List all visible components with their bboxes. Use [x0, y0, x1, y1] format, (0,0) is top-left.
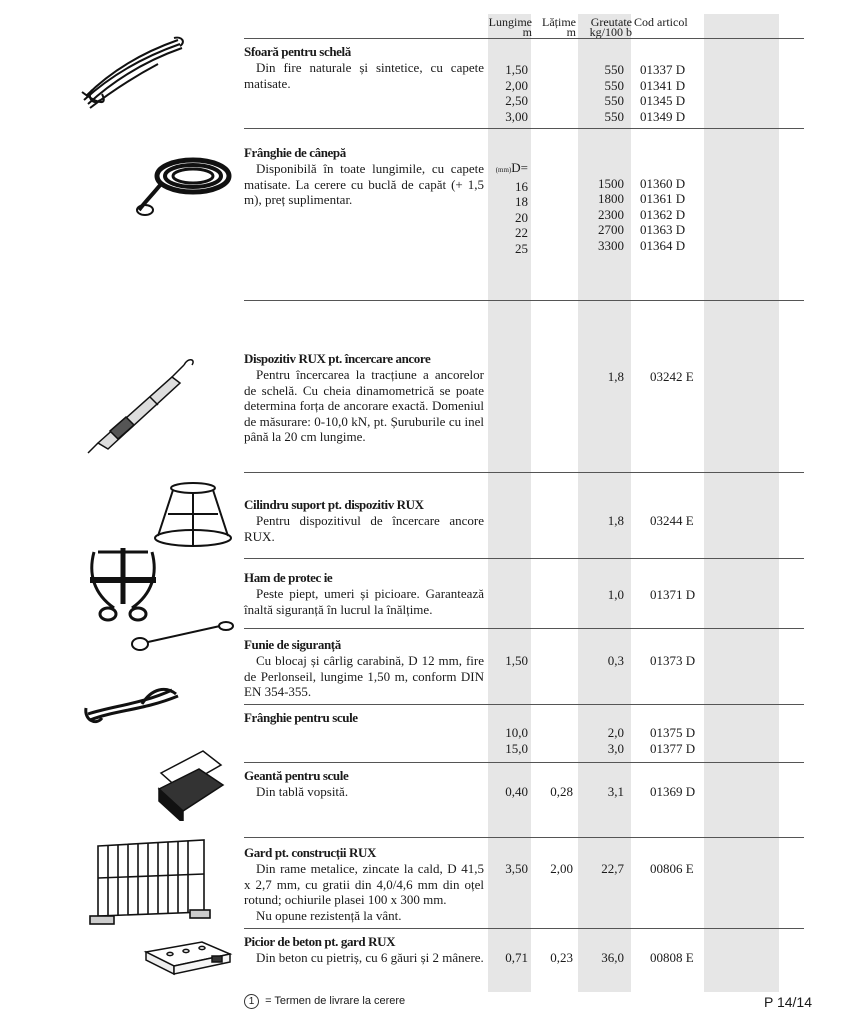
row-rule [244, 300, 804, 301]
cod-values: 03244 E [650, 513, 694, 528]
product-title: Geantă pentru scule [244, 768, 349, 783]
cod-values: 01337 D 01341 D 01345 D 01349 D [640, 62, 686, 124]
product-title: Funie de siguranță [244, 637, 341, 652]
row-rule [244, 558, 804, 559]
hemp-rope-coil-illustration [135, 150, 235, 220]
greutate-values: 0,3 [607, 653, 624, 668]
note-text: = Termen de livrare la cerere [265, 995, 406, 1007]
product-description: Peste piept, umeri și picioare. Garantează înaltă siguranță în lucrul la înălțime. [244, 586, 484, 617]
cod-values: 00808 E [650, 950, 694, 965]
row-rule [244, 837, 804, 838]
row-rule [244, 762, 804, 763]
product-title: Frânghie pentru scule [244, 710, 358, 725]
header-greutate: Greutate kg/100 b [589, 15, 632, 39]
cod-values: 01375 D 01377 D [650, 725, 696, 756]
product-title: Gard pt. construcții RUX [244, 845, 376, 860]
header-rule [244, 38, 804, 39]
product-title: Dispozitiv RUX pt. încercare ancore [244, 351, 431, 366]
product-title: Sfoară pentru schelă [244, 44, 351, 59]
safety-harness-illustration [84, 544, 162, 624]
scaffold-rope-illustration [78, 34, 188, 114]
product-description: Cu blocaj și cârlig carabină, D 12 mm, fire de Perlonseil, lungime 1,50 m, conform DIN EN 354-355. [244, 653, 484, 699]
product-description: Din rame metalice, zincate la cald, D 41,5 x 2,7 mm, cu gratii din 4,0/4,6 mm din oțel rotund; ochiurile plasei 100 x 300 mm. [244, 861, 484, 907]
construction-fence-illustration [86, 832, 212, 932]
greutate-values: 550 550 550 550 [604, 62, 624, 124]
lungime-values: 3,50 [505, 861, 528, 876]
latime-values: 0,23 [550, 950, 573, 965]
row-rule [244, 472, 804, 473]
product-description: Din fire naturale și sintetice, cu capete matisate. [244, 60, 484, 91]
concrete-foot-illustration [140, 940, 236, 982]
header-latime: Lățime m [542, 15, 576, 39]
cod-values: 03242 E [650, 369, 694, 384]
page-number: P 14/14 [764, 994, 813, 1010]
row-rule [244, 128, 804, 129]
product-description: Din beton cu pietriș, cu 6 găuri și 2 mânere. [256, 950, 484, 965]
latime-values: 2,00 [550, 861, 573, 876]
note-marker: 1 [244, 994, 259, 1009]
greutate-values: 1,0 [607, 587, 624, 602]
cod-values: 01371 D [650, 587, 696, 602]
lungime-values: 0,71 [505, 950, 528, 965]
cod-values: 01360 D 01361 D 01362 D 01363 D 01364 D [640, 175, 686, 253]
product-title: Frânghie de cânepă [244, 145, 346, 160]
greutate-values: 1,8 [607, 513, 624, 528]
footer-note [244, 994, 405, 1009]
greutate-values: 1500 1800 2300 2700 3300 [598, 175, 624, 253]
latime-values: 0,28 [550, 784, 573, 799]
cod-values: 01373 D [650, 653, 696, 668]
lungime-values: 1,50 [505, 653, 528, 668]
product-description: Pentru încercarea la tracțiune a ancorelor de schelă. Cu cheia dinamometrică se poate determina forța de ancorare exactă. Domeniul de măsurare: 0-10,0 kN, pt. Șuruburile cu inel până la 20 cm lungime. [244, 367, 484, 444]
tool-rope-illustration [82, 680, 192, 728]
tool-case-illustration [155, 745, 227, 821]
row-rule [244, 628, 804, 629]
lungime-values: 1,50 2,00 2,50 3,00 [505, 62, 528, 124]
greutate-values: 2,0 3,0 [607, 725, 624, 756]
header-cod-articol: Cod articol [634, 15, 688, 29]
product-title: Ham de protec ie [244, 570, 333, 585]
product-title: Cilindru suport pt. dispozitiv RUX [244, 497, 424, 512]
product-note: Nu opune rezistență la vânt. [256, 908, 402, 923]
product-description: Pentru dispozitivul de încercare ancore RUX. [244, 513, 484, 544]
greutate-values: 22,7 [601, 861, 624, 876]
product-description: Disponibilă în toate lungimile, cu capete matisate. La cerere cu buclă de capăt (+ 1,5 m), preț suplimentar. [244, 161, 484, 207]
row-rule [244, 928, 804, 929]
cod-values: 01369 D [650, 784, 696, 799]
extra-column-shade [704, 14, 779, 992]
lungime-values: (mm)D= 16 18 20 22 25 [495, 160, 528, 256]
header-lungime: Lungime m [488, 15, 532, 39]
diameter-label: D= [511, 160, 528, 175]
greutate-values: 3,1 [607, 784, 624, 799]
greutate-values: 1,8 [607, 369, 624, 384]
cod-values: 00806 E [650, 861, 694, 876]
greutate-values: 36,0 [601, 950, 624, 965]
product-description: Din tablă vopsită. [256, 784, 349, 799]
product-title: Picior de beton pt. gard RUX [244, 934, 396, 949]
row-rule [244, 704, 804, 705]
lungime-values: 0,40 [505, 784, 528, 799]
support-cylinder-illustration [148, 478, 238, 550]
safety-lanyard-illustration [128, 618, 238, 654]
rux-anchor-tester-illustration [80, 355, 200, 455]
diameter-unit: (mm) [495, 166, 512, 174]
greutate-column-shade [578, 14, 631, 992]
lungime-values: 10,0 15,0 [505, 725, 528, 756]
